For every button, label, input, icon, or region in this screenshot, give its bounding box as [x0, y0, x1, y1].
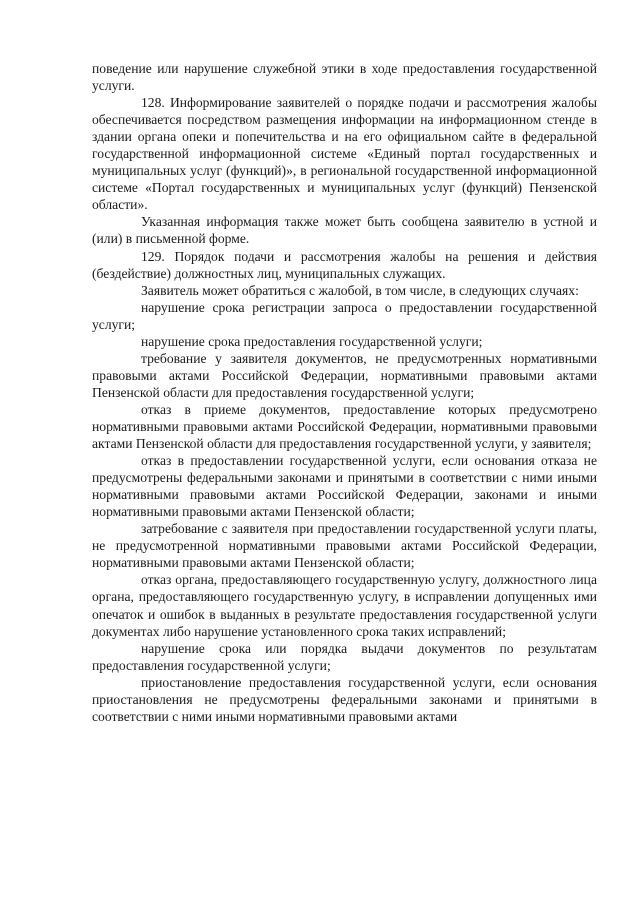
- list-item-fee-demand: затребование с заявителя при предоставлении государственной услуги платы, не предусмотренной нормативными правовыми актами Российской Федерации, нормативными правовыми актами Пензенской области;: [92, 521, 597, 571]
- list-item-registration-deadline: нарушение срока регистрации запроса о предоставлении государственной услуги;: [92, 299, 597, 332]
- list-item-suspension: приостановление предоставления государственной услуги, если основания приостановления не предусмотрены федеральными законами и принятыми в соответствии с ними иными нормативными правовыми актами: [92, 674, 597, 724]
- list-item-extra-documents: требование у заявителя документов, не предусмотренных нормативными правовыми актами Российской Федерации, нормативными правовыми актами Пензенской области для предоставления государственной услуги;: [92, 350, 597, 400]
- list-item-service-deadline: нарушение срока предоставления государственной услуги;: [141, 333, 483, 349]
- list-item-refusal-service: отказ в предоставлении государственной услуги, если основания отказа не предусмотрены федеральными законами и принятыми в соответствии с ними иными нормативными правовыми актами Российской Федерации, законами и иными нормативными правовыми актами Пензенской области;: [92, 453, 597, 520]
- document-page: [92, 60, 597, 725]
- paragraph-129: 129. Порядок подачи и рассмотрения жалобы на решения и действия (бездействие) должностных лиц, муниципальных служащих.: [92, 248, 597, 281]
- paragraph-info-oral: Указанная информация также может быть сообщена заявителю в устной и (или) в письменной форме.: [92, 214, 597, 247]
- list-item-refusal-documents: отказ в приеме документов, предоставление которых предусмотрено нормативными правовыми актами Российской Федерации, нормативными правовыми актами Пензенской области для предоставления государственной услуги, у заявителя;: [92, 401, 597, 452]
- paragraph-128: 128. Информирование заявителей о порядке подачи и рассмотрения жалобы обеспечивается посредством размещения информации на информационном стенде в здании органа опеки и попечительства и на его официальном сайте в федеральной государственной информационной системе «Единый портал государственных и муниципальных услуг (функций)», в региональной государственной информационной системе «Портал государственных и муниципальных услуг (функций) Пензенской области».: [92, 95, 597, 213]
- list-item-correction-refusal: отказ органа, предоставляющего государственную услугу, должностного лица органа, предоставляющего государственную услугу, в исправлении допущенных ими опечаток и ошибок в выданных в результате предоставления государственной услуги документах либо нарушение установленного срока таких исправлений;: [92, 572, 597, 639]
- paragraph-cases-intro: Заявитель может обратиться с жалобой, в том числе, в следующих случаях:: [141, 282, 579, 298]
- list-item-issue-deadline: нарушение срока или порядка выдачи документов по результатам предоставления государственной услуги;: [92, 640, 597, 673]
- paragraph-1: поведение или нарушение служебной этики в ходе предоставления государственной услуги.: [92, 61, 597, 94]
